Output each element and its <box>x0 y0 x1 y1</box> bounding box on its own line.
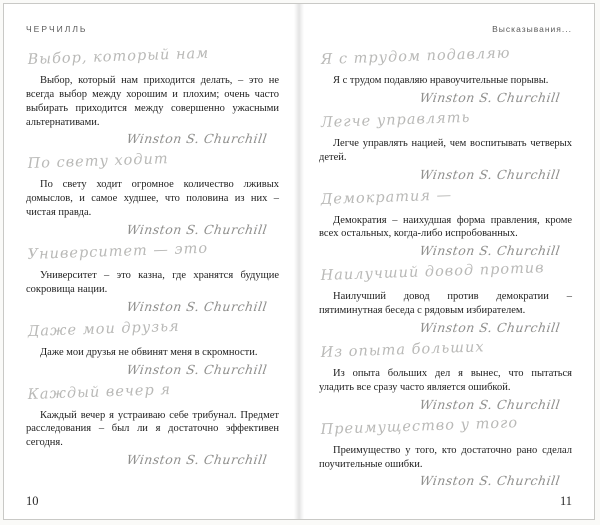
book-spread <box>3 3 595 520</box>
quote-text: Я с трудом подавляю нравоучительные порывы. <box>333 75 549 86</box>
quote-script-heading: Демократия — <box>320 186 453 208</box>
quote-text: Каждый вечер я устраиваю себе трибунал. Предмет расследования – был ли я достаточно эффективен сегодня. <box>26 409 279 449</box>
quote <box>26 151 279 239</box>
churchill-signature: Winston S. Churchill <box>418 320 562 336</box>
churchill-signature: Winston S. Churchill <box>125 361 269 377</box>
running-header-left: ЧЕРЧИЛЛЬ <box>26 24 88 34</box>
quote-script-heading: Каждый вечер я <box>27 381 172 403</box>
quote-script-heading: Я с трудом подавляю <box>320 45 511 69</box>
quote <box>319 45 572 107</box>
quote <box>319 339 572 414</box>
quote <box>319 109 572 184</box>
quote <box>26 381 279 470</box>
quote-text: Демократия – наихудшая форма правления, кроме всех остальных, когда-либо испробованных. <box>319 214 572 240</box>
quote <box>319 414 572 491</box>
right-page <box>299 4 594 519</box>
quote <box>319 260 572 337</box>
quote-script-heading: По свету ходит <box>27 151 169 173</box>
churchill-signature: Winston S. Churchill <box>125 298 269 314</box>
quote <box>26 45 279 148</box>
quote-script-heading: Из опыта больших <box>320 339 485 362</box>
quote-text: Легче управлять нацией, чем воспитывать четверых детей. <box>319 137 572 163</box>
churchill-signature: Winston S. Churchill <box>418 243 562 259</box>
left-page <box>4 4 299 519</box>
churchill-signature: Winston S. Churchill <box>125 452 269 468</box>
churchill-signature: Winston S. Churchill <box>418 473 562 489</box>
churchill-signature: Winston S. Churchill <box>418 89 562 105</box>
quote-text: Из опыта больших дел я вынес, что пытаться уладить все сразу часто является ошибкой. <box>319 368 572 393</box>
quote-text: Даже мои друзья не обвинят меня в скромности. <box>40 346 258 358</box>
churchill-signature: Winston S. Churchill <box>418 166 562 182</box>
quote <box>26 240 279 316</box>
churchill-signature: Winston S. Churchill <box>418 396 562 412</box>
quote-script-heading: Выбор, который нам <box>27 45 210 69</box>
quote-script-heading: Наилучший довод против <box>320 260 545 285</box>
churchill-signature: Winston S. Churchill <box>125 222 269 238</box>
quote <box>319 186 572 261</box>
running-header-right: Высказывания... <box>492 24 572 34</box>
quote-text: Выбор, который нам приходится делать, – это не всегда выбор между хорошим и плохим; очень часто выбирать приходится между совершенно ужасными альтернативами. <box>26 75 279 128</box>
quote-text: Преимущество у того, кто достаточно рано сделал поучительные ошибки. <box>319 444 572 470</box>
quote-script-heading: Легче управлять <box>320 109 471 131</box>
quote-text: Университет – это казна, где хранятся будущие сокровища нации. <box>26 270 279 295</box>
quote-script-heading: Преимущество у того <box>320 414 519 438</box>
quote-text: По свету ходит огромное количество лживых домыслов, и самое худшее, что половина из них – чистая правда. <box>26 179 279 219</box>
churchill-signature: Winston S. Churchill <box>125 131 269 147</box>
quote-script-heading: Даже мои друзья <box>27 318 180 340</box>
quote-script-heading: Университет — это <box>27 240 209 264</box>
page-number-left: 10 <box>26 494 39 508</box>
quote-text: Наилучший довод против демократии – пятиминутная беседа с рядовым избирателем. <box>319 291 572 317</box>
page-number-right: 11 <box>559 494 572 508</box>
quote <box>26 318 279 379</box>
